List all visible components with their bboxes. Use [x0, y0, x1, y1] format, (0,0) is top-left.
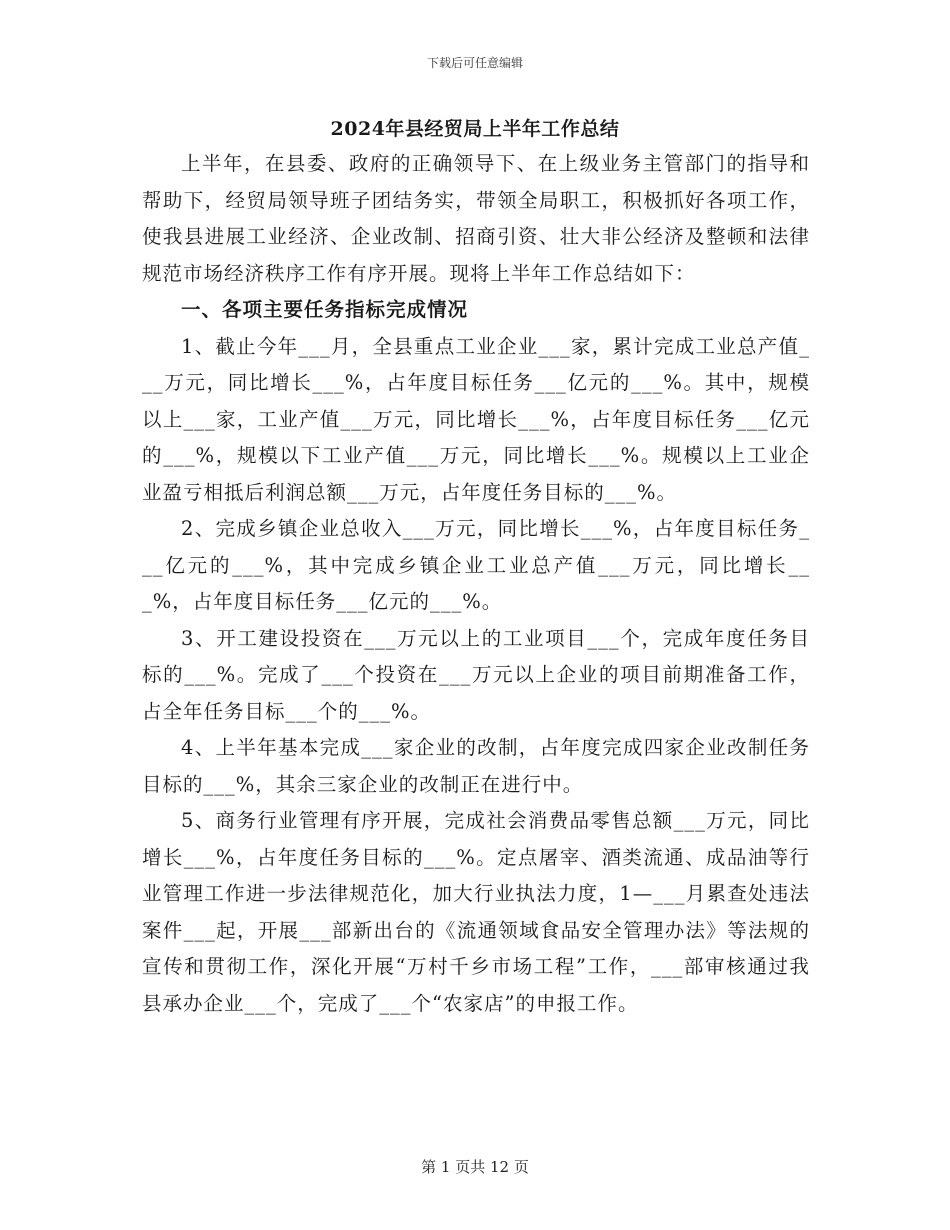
section-heading: 一、各项主要任务指标完成情况 [181, 298, 469, 321]
intro-paragraph: 上半年，在县委、政府的正确领导下、在上级业务主管部门的指导和帮助下，经贸局领导班子团结务实，带领全局职工，积极抓好各项工作，使我县进展工业经济、企业改制、招商引资、壮大非公经济及整顿和法律规范市场经济秩序工作有序开展。现将上半年工作总结如下： [142, 152, 810, 285]
document-body [142, 146, 810, 1022]
list-item: 3、开工建设投资在___万元以上的工业项目___个，完成年度任务目标的___%。完成了___个投资在___万元以上企业的项目前期准备工作，占全年任务目标___个的___%。 [142, 626, 810, 723]
header-note: 下载后可任意编辑 [426, 56, 523, 70]
list-item: 4、上半年基本完成___家企业的改制，占年度完成四家企业改制任务目标的___%，其余三家企业的改制正在进行中。 [142, 736, 810, 796]
list-item: 2、完成乡镇企业总收入___万元，同比增长___%，占年度目标任务___亿元的___%，其中完成乡镇企业工业总产值___万元，同比增长___%，占年度目标任务___亿元的___%。 [142, 517, 810, 613]
list-item: 1、截止今年___月，全县重点工业企业___家，累计完成工业总产值___万元，同比增长___%，占年度目标任务___亿元的___%。其中，规模以上___家，工业产值___万元，同比增长___%，占年度目标任务___亿元的___%，规模以下工业产值___万元，同比增长___%。规模以上工业企业盈亏相抵后利润总额___万元，占年度任务目标的___%。 [142, 334, 810, 504]
document-title: 2024年县经贸局上半年工作总结 [330, 118, 620, 140]
page-number: 第 1 页共 12 页 [421, 1158, 529, 1176]
list-item: 5、商务行业管理有序开展，完成社会消费品零售总额___万元，同比增长___%，占年度任务目标的___%。定点屠宰、酒类流通、成品油等行业管理工作进一步法律规范化，加大行业执法力度，1—___月累查处违法案件___起，开展___部新出台的《流通领域食品安全管理办法》等法规的宣传和贯彻工作，深化开展“万村千乡市场工程”工作，___部审核通过我县承办企业___个，完成了___个“农家店”的申报工作。 [142, 809, 810, 1015]
